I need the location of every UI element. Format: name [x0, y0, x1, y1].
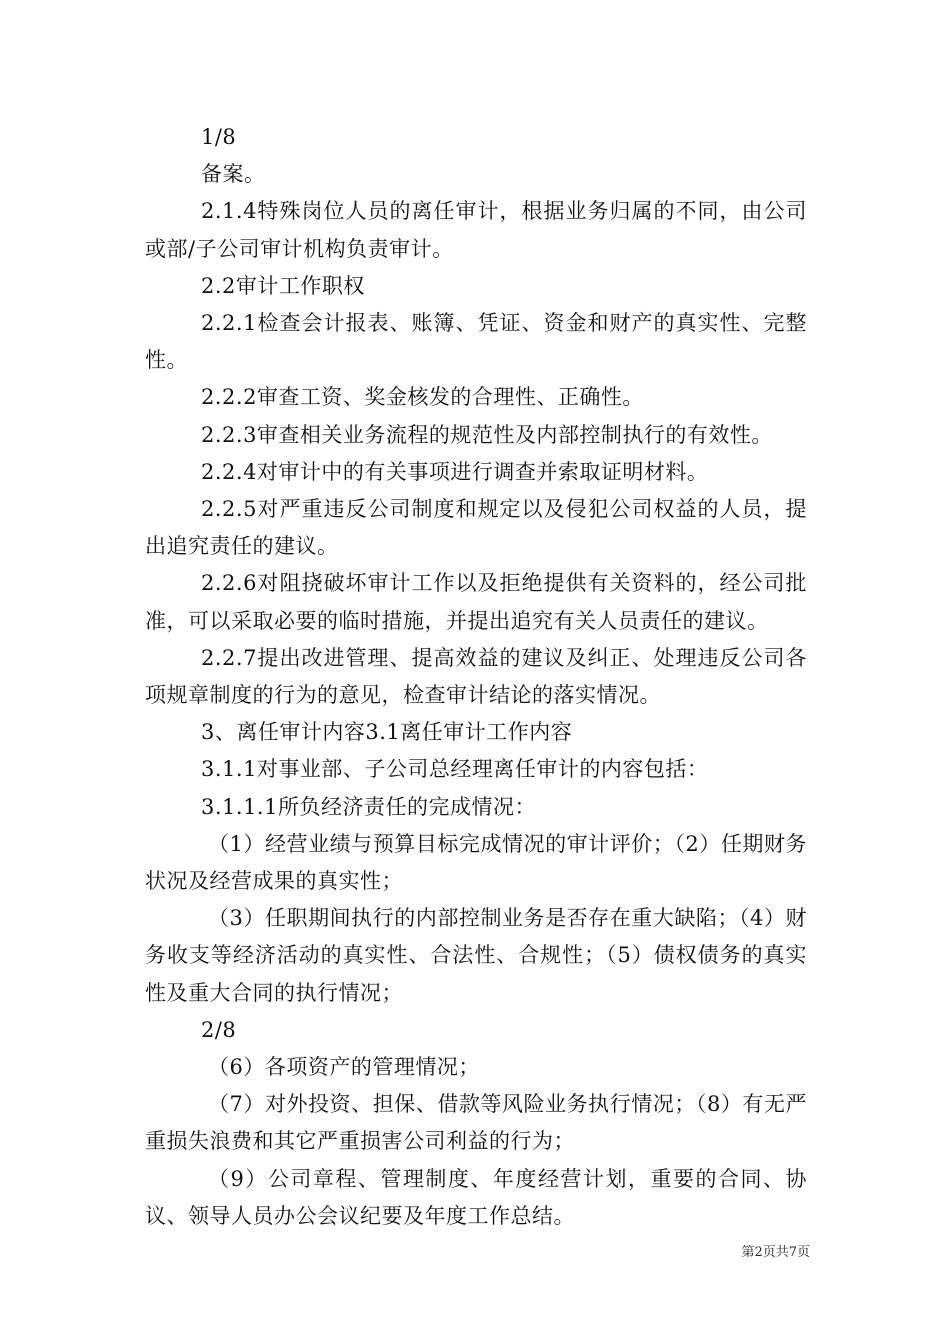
paragraph: 2.2.2审查工资、奖金核发的合理性、正确性。 — [201, 385, 644, 410]
section-heading: 3、离任审计内容3.1离任审计工作内容 — [201, 720, 573, 745]
list-paragraph: （9）公司章程、管理制度、年度经营计划，重要的合同、协议、领导人员办公会议纪要及年度工作总结。 — [145, 1166, 807, 1228]
paragraph: 2.2.4对审计中的有关事项进行调查并索取证明材料。 — [201, 459, 709, 484]
section-heading: 2.2审计工作职权 — [201, 273, 365, 298]
list-paragraph: （6）各项资产的管理情况； — [208, 1055, 480, 1080]
list-paragraph: （3）任职期间执行的内部控制业务是否存在重大缺陷；（4）财务收支等经济活动的真实性、合法性、合规性；（5）债权债务的真实性及重大合同的执行情况； — [145, 906, 807, 1005]
paragraph: 2.2.5对严重违反公司制度和规定以及侵犯公司权益的人员，提出追究责任的建议。 — [145, 497, 807, 559]
paragraph: 备案。 — [201, 162, 266, 187]
paragraph: 2.1.4特殊岗位人员的离任审计，根据业务归属的不同，由公司或部/子公司审计机构负责审计。 — [145, 199, 807, 261]
paragraph: 2.2.1检查会计报表、账簿、凭证、资金和财产的真实性、完整性。 — [145, 311, 807, 373]
list-paragraph: （1）经营业绩与预算目标完成情况的审计评价；（2）任期财务状况及经营成果的真实性； — [145, 831, 807, 894]
paragraph: 3.1.1.1所负经济责任的完成情况： — [201, 794, 536, 819]
list-paragraph: （7）对外投资、担保、借款等风险业务执行情况；（8）有无严重损失浪费和其它严重损害公司利益的行为； — [145, 1092, 807, 1154]
paragraph: 2.2.7提出改进管理、提高效益的建议及纠正、处理违反公司各项规章制度的行为的意见，检查审计结论的落实情况。 — [145, 645, 807, 708]
paragraph: 2.2.6对阻挠破坏审计工作以及拒绝提供有关资料的，经公司批准，可以采取必要的临时措施，并提出追究有关人员责任的建议。 — [145, 571, 807, 633]
page-footer: 第2页共7页 — [741, 1245, 810, 1260]
paragraph: 3.1.1对事业部、子公司总经理离任审计的内容包括： — [201, 757, 709, 782]
paragraph: 2.2.3审查相关业务流程的规范性及内部控制执行的有效性。 — [201, 422, 773, 447]
page-marker: 1/8 — [201, 125, 237, 149]
document-body — [145, 119, 807, 1235]
page-marker: 2/8 — [201, 1017, 237, 1042]
